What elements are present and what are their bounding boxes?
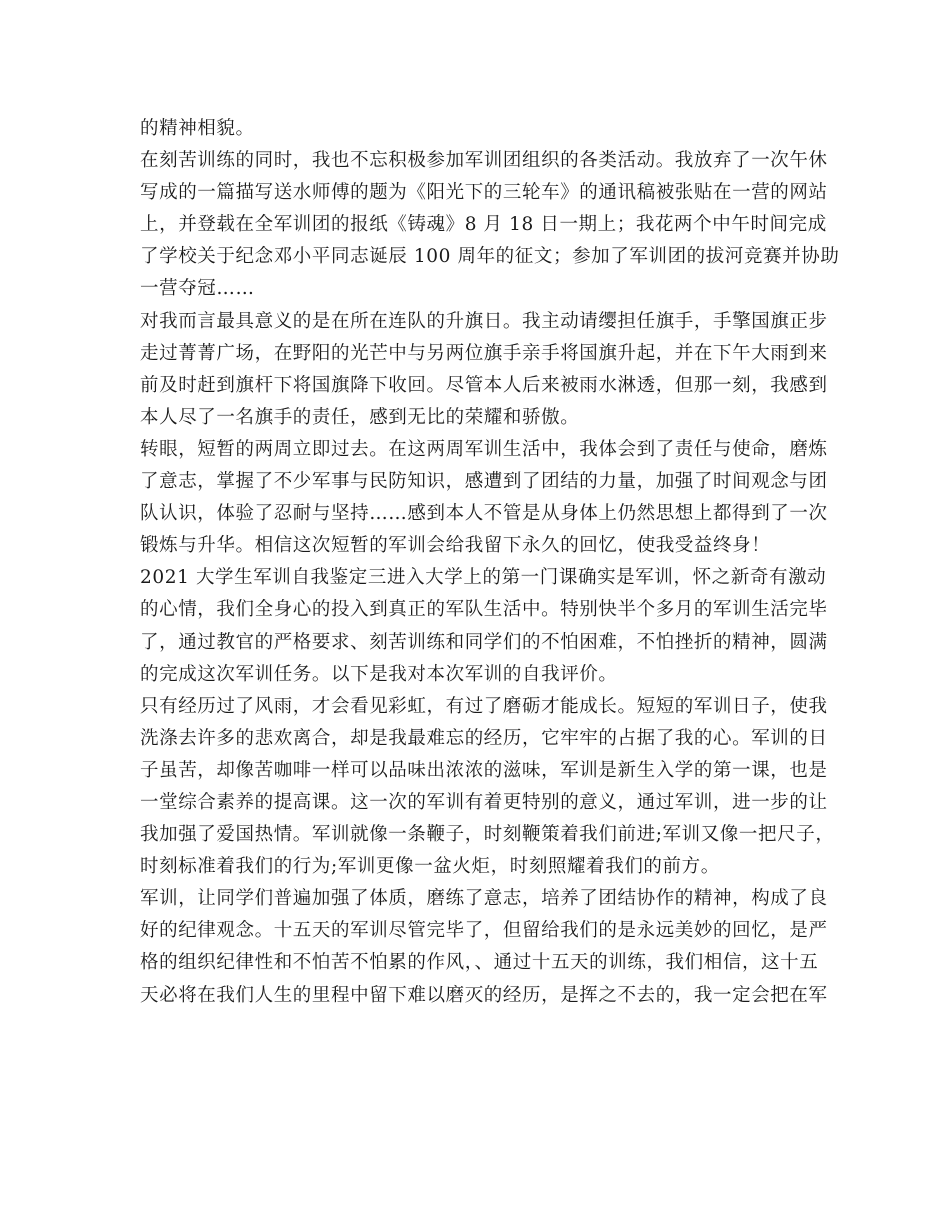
text-line: 天必将在我们人生的里程中留下难以磨灭的经历，是挥之不去的，我一定会把在军	[140, 984, 828, 1006]
text-line: 军训，让同学们普遍加强了体质，磨练了意志，培养了团结协作的精神，构成了良	[140, 888, 828, 910]
text-line: 的心情，我们全身心的投入到真正的军队生活中。特别快半个多月的军训生活完毕	[140, 599, 828, 621]
text-line: 一堂综合素养的提高课。这一次的军训有着更特别的意义，通过军训，进一步的让	[140, 791, 828, 813]
text-line: 对我而言最具意义的是在所在连队的升旗日。我主动请缨担任旗手，手擎国旗正步	[140, 310, 828, 332]
text-line: 洗涤去许多的悲欢离合，却是我最难忘的经历，它牢牢的占据了我的心。军训的日	[140, 727, 828, 749]
text-line: 好的纪律观念。十五天的军训尽管完毕了，但留给我们的是永远美妙的回忆，是严	[140, 920, 828, 942]
text-line: 了意志，掌握了不少军事与民防知识，感遭到了团结的力量，加强了时间观念与团	[140, 471, 828, 493]
text-line: 上，并登载在全军训团的报纸《铸魂》8 月 18 日一期上；我花两个中午时间完成	[140, 214, 827, 236]
text-line: 我加强了爱国热情。军训就像一条鞭子，时刻鞭策着我们前进;军训又像一把尺子，	[140, 824, 835, 846]
text-line: 在刻苦训练的同时，我也不忘积极参加军训团组织的各类活动。我放弃了一次午休	[140, 150, 828, 172]
text-line: 本人尽了一名旗手的责任，感到无比的荣耀和骄傲。	[140, 406, 580, 428]
text-line: 时刻标准着我们的行为;军训更像一盆火炬，时刻照耀着我们的前方。	[140, 856, 720, 878]
text-line: 走过菁菁广场，在野阳的光芒中与另两位旗手亲手将国旗升起，并在下午大雨到来	[140, 342, 828, 364]
text-line: 转眼，短暂的两周立即过去。在这两周军训生活中，我体会到了责任与使命，磨炼	[140, 438, 828, 460]
text-line: 2021 大学生军训自我鉴定三进入大学上的第一门课确实是军训，怀之新奇有激动	[140, 567, 827, 589]
text-line: 一营夺冠……	[140, 278, 255, 300]
text-line: 锻炼与升华。相信这次短暂的军训会给我留下永久的回忆，使我受益终身！	[140, 535, 771, 557]
text-line: 只有经历过了风雨，才会看见彩虹，有过了磨砺才能成长。短短的军训日子，使我	[140, 695, 828, 717]
document-body	[140, 113, 840, 1012]
text-line: 子虽苦，却像苦咖啡一样可以品味出浓浓的滋味，军训是新生入学的第一课，也是	[140, 759, 828, 781]
text-line: 格的组织纪律性和不怕苦不怕累的作风，、通过十五天的训练，我们相信，这十五	[140, 952, 819, 974]
text-line: 队认识，体验了忍耐与坚持……感到本人不管是从身体上仍然思想上都得到了一次	[140, 503, 828, 525]
text-line: 了学校关于纪念邓小平同志诞辰 100 周年的征文；参加了军训团的拔河竞赛并协助	[140, 246, 840, 268]
text-line: 了，通过教官的严格要求、刻苦训练和同学们的不怕困难，不怕挫折的精神，圆满	[140, 631, 828, 653]
text-line: 前及时赶到旗杆下将国旗降下收回。尽管本人后来被雨水淋透，但那一刻，我感到	[140, 374, 828, 396]
text-line: 的完成这次军训任务。以下是我对本次军训的自我评价。	[140, 663, 618, 685]
text-line: 的精神相貌。	[140, 118, 255, 139]
text-line: 写成的一篇描写送水师傅的题为《阳光下的三轮车》的通讯稿被张贴在一营的网站	[140, 182, 828, 204]
